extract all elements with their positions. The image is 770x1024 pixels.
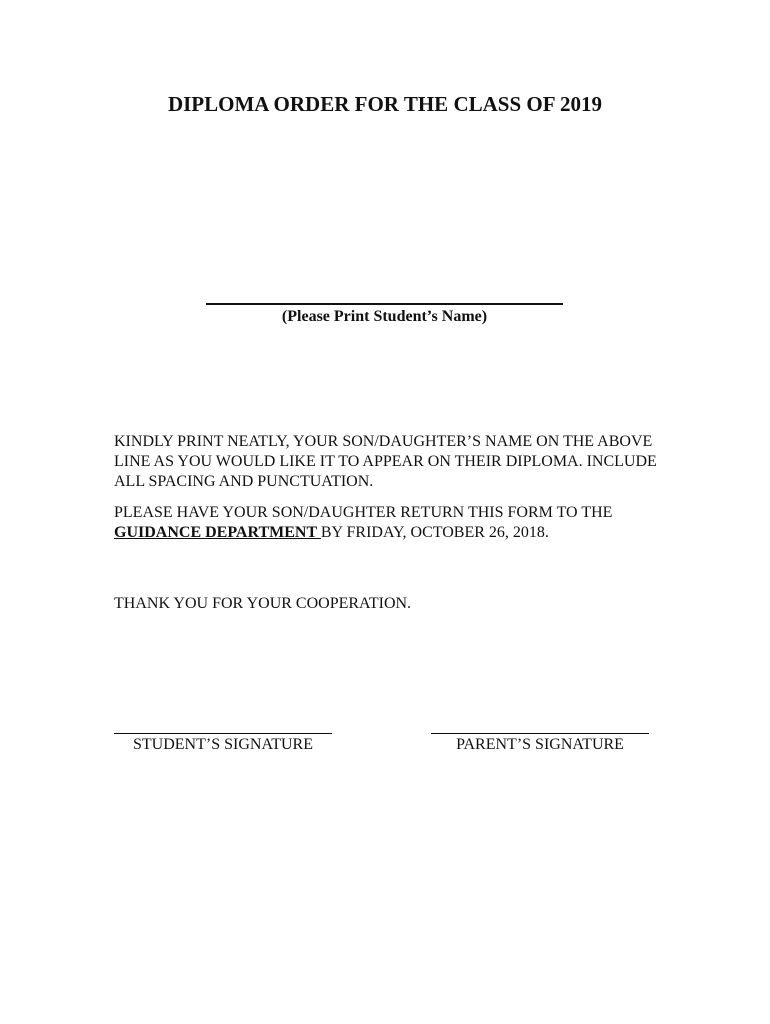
return-paragraph [114,503,674,543]
student-signature-line[interactable] [114,733,332,734]
parent-signature-label: PARENT’S SIGNATURE [456,736,624,753]
instructions-line-2: LINE AS YOU WOULD LIKE IT TO APPEAR ON THEIR DIPLOMA. INCLUDE [114,453,657,470]
student-name-caption: (Please Print Student’s Name) [281,308,488,325]
student-name-line[interactable] [206,303,563,305]
page-title: DIPLOMA ORDER FOR THE CLASS OF 2019 [167,92,603,116]
return-line-1: PLEASE HAVE YOUR SON/DAUGHTER RETURN THIS FORM TO THE [114,504,613,521]
instructions-paragraph [114,432,674,492]
guidance-department-text: GUIDANCE DEPARTMENT [114,524,321,541]
parent-signature-line[interactable] [431,733,649,734]
instructions-line-1: KINDLY PRINT NEATLY, YOUR SON/DAUGHTER’S NAME ON THE ABOVE [114,433,653,450]
student-signature-label: STUDENT’S SIGNATURE [133,736,313,753]
return-deadline-text: BY FRIDAY, OCTOBER 26, 2018. [320,524,549,541]
instructions-line-3: ALL SPACING AND PUNCTUATION. [114,473,374,490]
thank-you-text: THANK YOU FOR YOUR COOPERATION. [114,595,412,612]
